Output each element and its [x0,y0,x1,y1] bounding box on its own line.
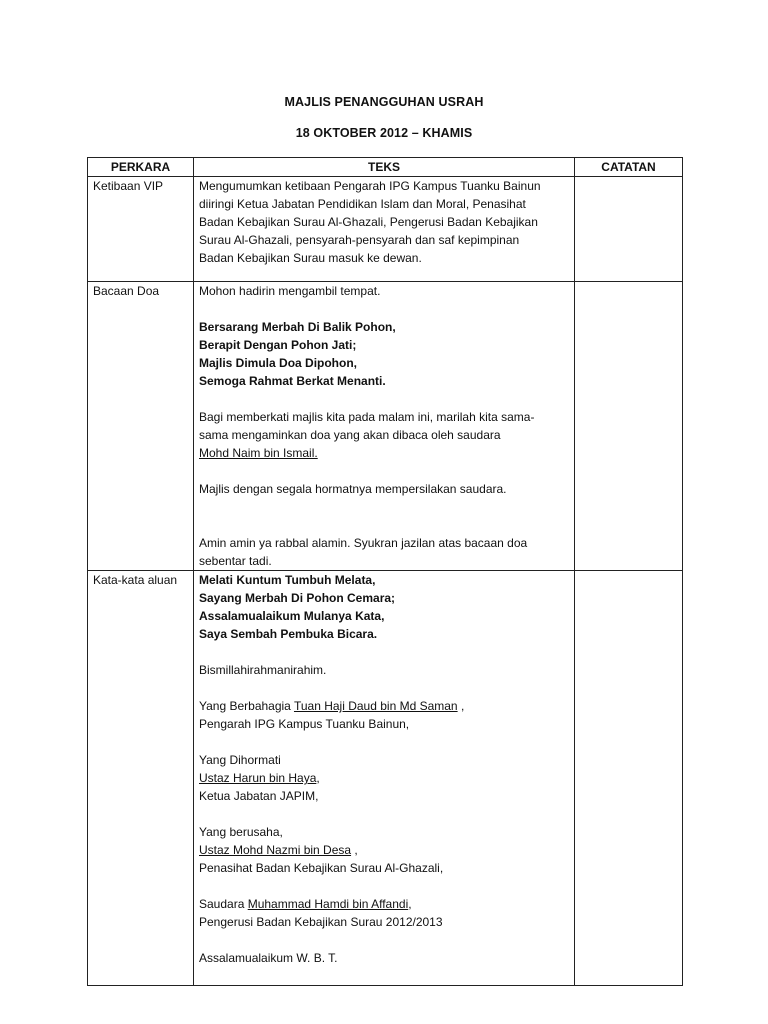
guest-role: Pengarah IPG Kampus Tuanku Bainun, [199,717,410,731]
catatan-cell [575,571,683,986]
text-line: Bismillahirahmanirahim. [199,663,327,677]
document-title: MAJLIS PENANGGUHAN USRAH [284,95,484,109]
pantun-line: Assalamualaikum Mulanya Kata, [199,609,385,623]
text-line: Bagi memberkati majlis kita pada malam ini, marilah kita sama- [199,410,535,424]
greeting-line: Yang Dihormati [199,753,281,767]
table-row [88,177,683,282]
guest-name: Tuan Haji Daud bin Md Saman [293,699,458,713]
perkara-cell [88,177,194,282]
pantun-line: Sayang Merbah Di Pohon Cemara; [199,591,396,605]
text-line: Badan Kebajikan Surau masuk ke dewan. [199,251,422,265]
table-row [88,571,683,986]
catatan-cell [575,282,683,571]
pantun-line: Bersarang Merbah Di Balik Pohon, [199,320,396,334]
perkara-label: Bacaan Doa [93,284,160,298]
pantun-line: Melati Kuntum Tumbuh Melata, [199,573,376,587]
perkara-label: Ketibaan VIP [93,179,164,193]
text-line: sama mengaminkan doa yang akan dibaca oleh saudara [199,428,501,442]
guest-role: Penasihat Badan Kebajikan Surau Al-Ghazali, [199,861,444,875]
text-line: Surau Al-Ghazali, pensyarah-pensyarah dan saf kepimpinan [199,233,520,247]
text-line: Amin amin ya rabbal alamin. Syukran jazilan atas bacaan doa [199,536,528,550]
text-line: Mengumumkan ketibaan Pengarah IPG Kampus Tuanku Bainun [199,179,541,193]
greeting-line: Saudara Muhammad Hamdi bin Affandi, [199,897,412,911]
header-teks: TEKS [194,158,575,177]
guest-role: Pengerusi Badan Kebajikan Surau 2012/2013 [199,915,443,929]
catatan-cell [575,177,683,282]
agenda-table [87,157,683,986]
header-catatan: CATATAN [575,158,683,177]
pantun-line: Semoga Rahmat Berkat Menanti. [199,374,386,388]
text-line: Majlis dengan segala hormatnya mempersilakan saudara. [199,482,507,496]
pantun-line: Majlis Dimula Doa Dipohon, [199,356,358,370]
guest-name: Ustaz Harun bin Haya [199,771,317,785]
pantun-line: Saya Sembah Pembuka Bicara. [199,627,378,641]
text-line: sebentar tadi. [199,554,272,568]
guest-name: Ustaz Mohd Nazmi bin Desa [199,843,352,857]
table-header-row [88,158,683,177]
guest-role: Ketua Jabatan JAPIM, [199,789,319,803]
teks-cell [194,177,575,282]
perkara-cell [88,571,194,986]
table-row [88,282,683,571]
text-line: Badan Kebajikan Surau Al-Ghazali, Pengerusi Badan Kebajikan [199,215,538,229]
teks-cell: Melati Kuntum Tumbuh Melata, Sayang Merbah Di Pohon Cemara; Assalamualaikum Mulanya Kata, Saya Sembah Pembuka Bicara. Bismillahirahmanirahim. Yang Berbahagia Tuan Haji Daud bin Md Saman , Pengarah IPG Kampus Tuanku Bainun, Yang Dihormati Ustaz Harun bin Haya, Ketua Jabatan JAPIM, Yang berusaha, Ustaz Mohd Nazmi bin Desa , Penasihat Badan Kebajikan Surau Al-Ghazali, Saudara Muhammad Hamdi bin Affandi, Pengerusi Badan Kebajikan Surau 2012/2013 Assalamualaikum W. B. T. [194,571,575,986]
text-line: Mohon hadirin mengambil tempat. [199,284,381,298]
guest-name: Muhammad Hamdi bin Affandi [247,897,409,911]
pantun-line: Berapit Dengan Pohon Jati; [199,338,357,352]
greeting-line: Yang Berbahagia Tuan Haji Daud bin Md Saman , [199,699,465,713]
greeting-line: Yang berusaha, [199,825,283,839]
perkara-cell [88,282,194,571]
teks-cell [194,282,575,571]
header-perkara: PERKARA [88,158,194,177]
text-line: diiringi Ketua Jabatan Pendidikan Islam dan Moral, Penasihat [199,197,526,211]
document-date: 18 OKTOBER 2012 – KHAMIS [295,126,473,140]
text-line: Assalamualaikum W. B. T. [199,951,338,965]
perkara-label: Kata-kata aluan [93,573,178,587]
reader-name: Mohd Naim bin Ismail. [199,446,318,460]
